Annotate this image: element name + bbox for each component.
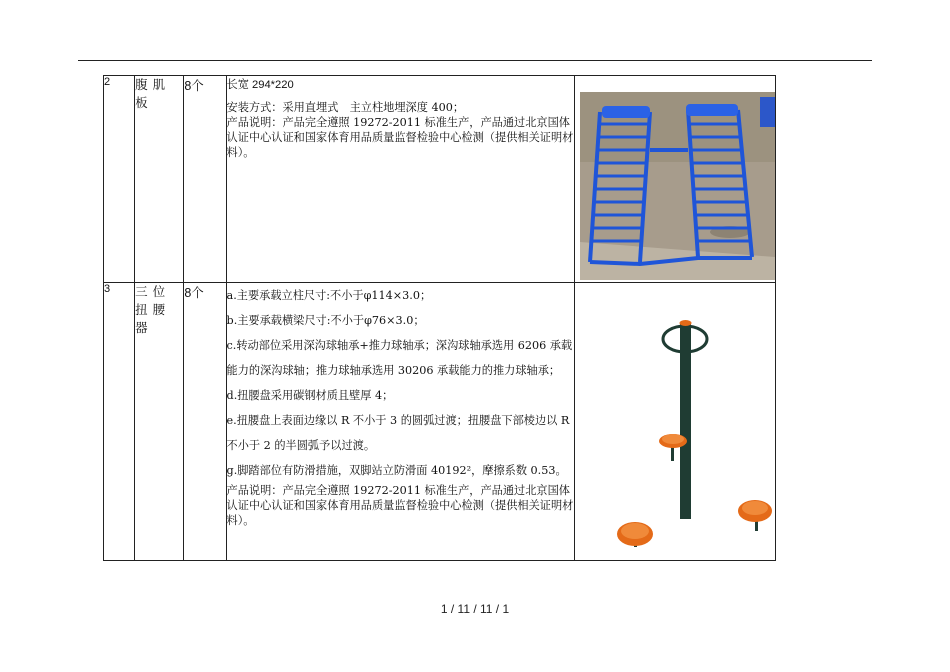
spec-line: c.转动部位采用深沟球轴承+推力球轴承；深沟球轴承选用 6206 承载能力的深沟球轴；推力球轴承选用 30206 承载能力的推力球轴承；: [226, 339, 573, 377]
product-image-cell: [575, 283, 776, 561]
header-rule: [78, 60, 872, 61]
item-number: 2: [104, 76, 135, 283]
item-number: 3: [104, 283, 135, 561]
item-description: [226, 76, 575, 283]
spec-line: b.主要承载横梁尺寸:不小于φ76×3.0；: [226, 314, 425, 327]
product-image-cell: [575, 76, 776, 283]
spec-line: g.脚踏部位有防滑措施，双脚站立防滑面 40192²，摩擦系数 0.53。: [226, 464, 567, 477]
spec-line: a.主要承载立柱尺寸:不小于φ114×3.0；: [226, 289, 432, 302]
product-note: 产品说明：产品完全遵照 19272-2011 标准生产，产品通过北京国体认证中心认证和国家体育用品质量监督检验中心检测（提供相关证明材料）。: [226, 116, 574, 159]
product-note: 产品说明：产品完全遵照 19272-2011 标准生产，产品通过北京国体认证中心认证和国家体育用品质量监督检验中心检测（提供相关证明材料）。: [226, 484, 574, 527]
abdominal-board-photo: [580, 92, 780, 282]
item-description: [226, 283, 575, 561]
spec-line: e.扭腰盘上表面边缘以 R 不小于 3 的圆弧过渡；扭腰盘下部棱边以 R 不小于 2 的半圆弧予以过渡。: [226, 414, 570, 452]
table-row: [104, 283, 776, 561]
spec-line: d.扭腰盘采用碳钢材质且壁厚 4；: [226, 389, 394, 402]
item-name: 腹肌板: [135, 76, 184, 283]
item-size: 长宽 294*220: [226, 79, 294, 91]
page-number: 1 / 11 / 11 / 1: [440, 602, 510, 616]
item-quantity: 8个: [184, 283, 226, 561]
item-quantity: 8个: [184, 76, 226, 283]
install-method: 安装方式：采用直埋式 主立柱地埋深度 400；: [226, 101, 465, 114]
table-row: [104, 76, 776, 283]
waist-twister-photo: [575, 301, 775, 551]
spec-table: [103, 75, 776, 561]
item-name: 三位扭腰器: [135, 283, 184, 561]
